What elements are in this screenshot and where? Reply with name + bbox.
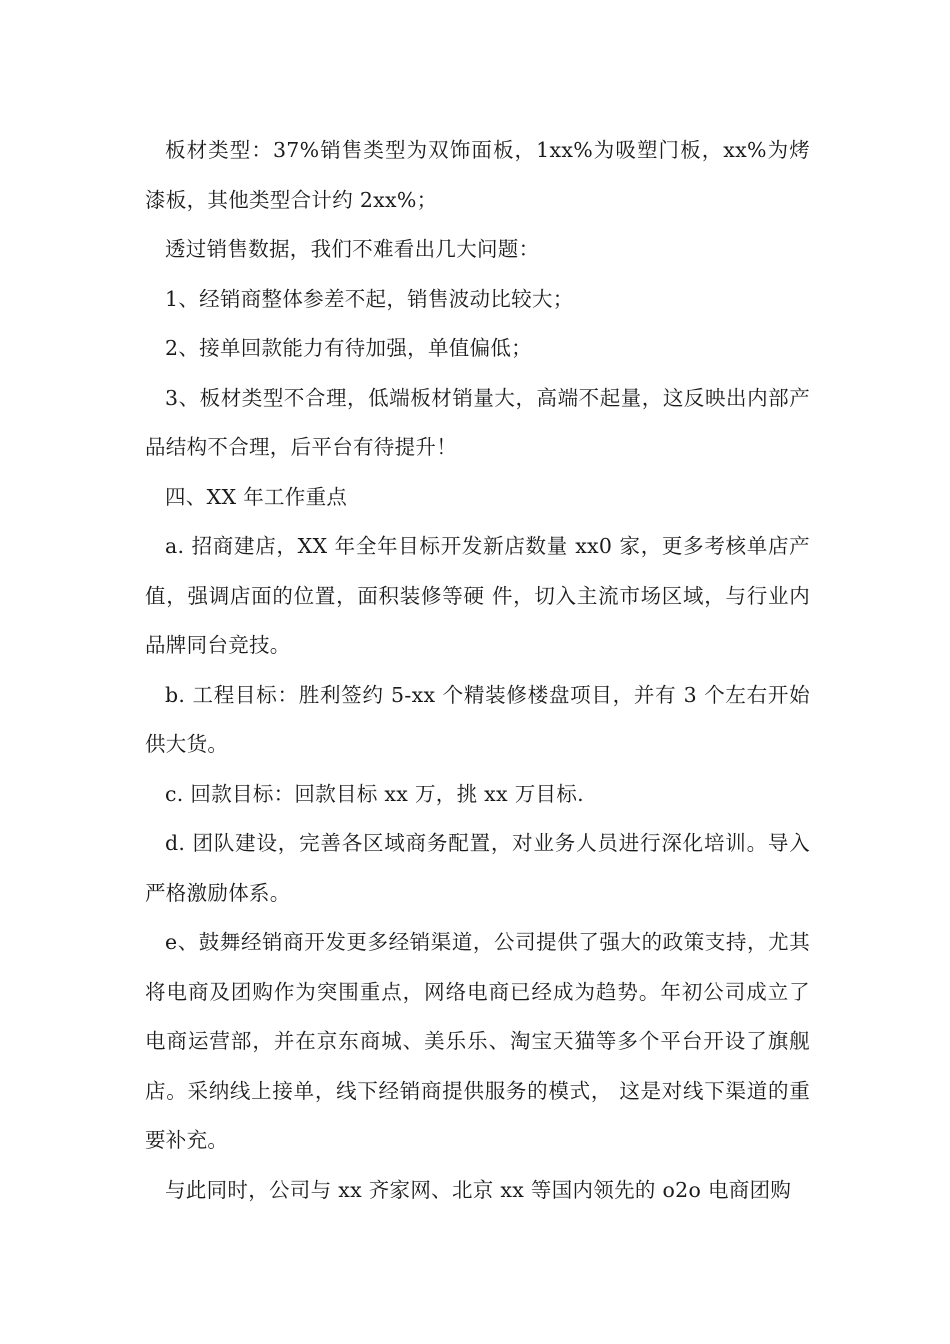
paragraph-problem-3: 3、板材类型不合理，低端板材销量大，高端不起量，这反映出内部产品结构不合理，后平台有待提升！	[145, 385, 810, 459]
paragraph-problem-1: 1、经销商整体参差不起，销售波动比较大；	[165, 286, 574, 311]
paragraph-goal-d: d. 团队建设，完善各区域商务配置，对业务人员进行深化培训。导入严格激励体系。	[145, 831, 810, 905]
paragraph-goal-c: c. 回款目标：回款目标 xx 万，挑 xx 万目标.	[165, 781, 584, 806]
paragraph-partnership: 与此同时，公司与 xx 齐家网、北京 xx 等国内领先的 o2o 电商团购	[165, 1177, 792, 1202]
paragraph-board-types: 板材类型：37%销售类型为双饰面板，1xx%为吸塑门板，xx%为烤漆板，其他类型合计约 2xx%；	[145, 138, 810, 212]
paragraph-goal-b: b. 工程目标：胜利签约 5-xx 个精装修楼盘项目，并有 3 个左右开始供大货。	[145, 682, 810, 756]
paragraph-goal-a: a. 招商建店，XX 年全年目标开发新店数量 xx0 家，更多考核单店产值，强调店面的位置，面积装修等硬 件，切入主流市场区域，与行业内品牌同台竞技。	[145, 534, 810, 657]
section-heading-work-focus: 四、XX 年工作重点	[165, 484, 348, 509]
paragraph-goal-e: e、鼓舞经销商开发更多经销渠道，公司提供了强大的政策支持，尤其将电商及团购作为突围重点，网络电商已经成为趋势。年初公司成立了电商运营部，并在京东商城、美乐乐、淘宝天猫等多个平台开设了旗舰店。采纳线上接单，线下经销商提供服务的模式， 这是对线下渠道的重要补充。	[145, 930, 810, 1152]
document-body	[145, 126, 810, 1215]
paragraph-sales-data-intro: 透过销售数据，我们不难看出几大问题：	[165, 237, 540, 261]
paragraph-problem-2: 2、接单回款能力有待加强，单值偏低；	[165, 336, 532, 360]
